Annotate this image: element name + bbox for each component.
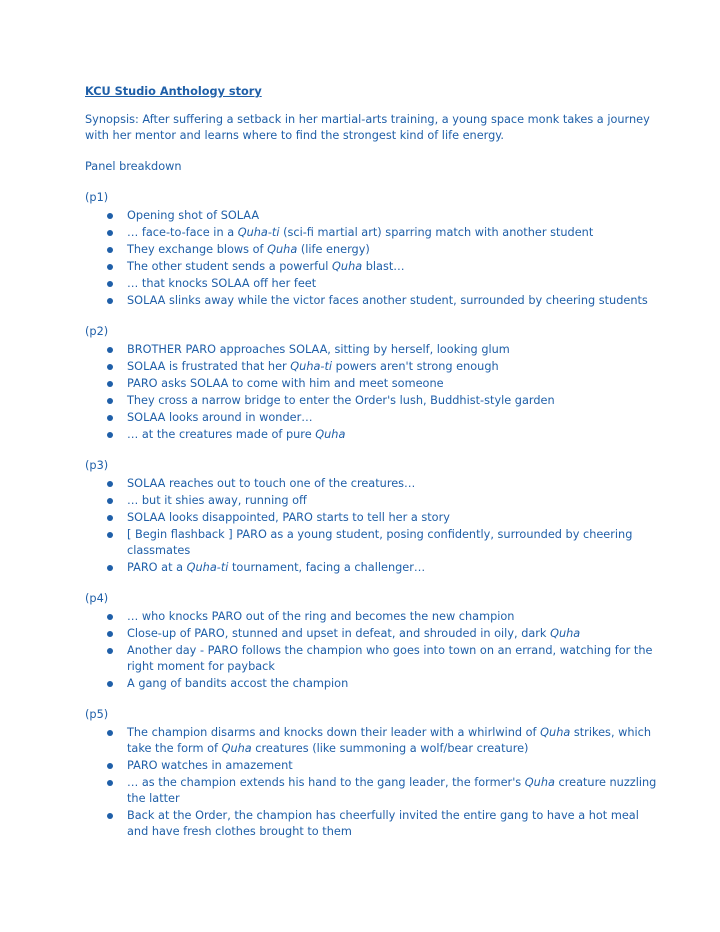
list-item bbox=[85, 259, 660, 275]
panel-section bbox=[85, 707, 660, 840]
italic-term: Quha bbox=[540, 726, 571, 739]
list-item bbox=[85, 725, 660, 757]
panel-label: (p5) bbox=[85, 708, 109, 721]
item-text: PARO watches in amazement bbox=[127, 759, 293, 772]
item-text: … that knocks SOLAA off her feet bbox=[127, 277, 317, 290]
document-title-link[interactable]: KCU Studio Anthology story bbox=[85, 85, 262, 98]
list-item bbox=[85, 626, 660, 642]
bullet-icon bbox=[107, 213, 113, 219]
bullet-icon bbox=[107, 364, 113, 370]
list-item bbox=[85, 609, 660, 625]
item-text: BROTHER PARO approaches SOLAA, sitting by herself, looking glum bbox=[127, 343, 510, 356]
bullet-list bbox=[85, 208, 660, 309]
list-item bbox=[85, 676, 660, 692]
bullet-icon bbox=[107, 230, 113, 236]
list-item bbox=[85, 775, 660, 807]
list-item bbox=[85, 808, 660, 840]
bullet-icon bbox=[107, 565, 113, 571]
panel-section bbox=[85, 591, 660, 692]
bullet-icon bbox=[107, 281, 113, 287]
panel-label: (p2) bbox=[85, 325, 109, 338]
item-text: They exchange blows of bbox=[127, 243, 268, 256]
bullet-icon bbox=[107, 298, 113, 304]
list-item bbox=[85, 276, 660, 292]
list-item bbox=[85, 393, 660, 409]
item-text: strikes, which take the form of bbox=[127, 726, 652, 755]
list-item bbox=[85, 208, 660, 224]
italic-term: Quha bbox=[332, 260, 363, 273]
item-text: (life energy) bbox=[297, 243, 370, 256]
item-text: blast… bbox=[362, 260, 405, 273]
list-item bbox=[85, 527, 660, 559]
panel-section bbox=[85, 324, 660, 443]
item-text: Back at the Order, the champion has cheerfully invited the entire gang to have a hot meal and have fresh clothes brought to them bbox=[127, 809, 639, 838]
list-item bbox=[85, 342, 660, 358]
item-text: PARO asks SOLAA to come with him and meet someone bbox=[127, 377, 444, 390]
list-item bbox=[85, 242, 660, 258]
item-text: … who knocks PARO out of the ring and becomes the new champion bbox=[127, 610, 515, 623]
list-item bbox=[85, 427, 660, 443]
list-item bbox=[85, 643, 660, 675]
item-text: … at the creatures made of pure bbox=[127, 428, 316, 441]
list-item bbox=[85, 758, 660, 774]
item-text: They cross a narrow bridge to enter the Order's lush, Buddhist-style garden bbox=[127, 394, 555, 407]
list-item bbox=[85, 293, 660, 309]
bullet-icon bbox=[107, 398, 113, 404]
item-text: The other student sends a powerful bbox=[127, 260, 333, 273]
panel-section bbox=[85, 190, 660, 309]
bullet-icon bbox=[107, 247, 113, 253]
bullet-icon bbox=[107, 648, 113, 654]
item-text: tournament, facing a challenger… bbox=[228, 561, 426, 574]
bullet-list bbox=[85, 476, 660, 576]
item-text: … as the champion extends his hand to the gang leader, the former's bbox=[127, 776, 525, 789]
italic-term: Quha bbox=[550, 627, 581, 640]
bullet-icon bbox=[107, 532, 113, 538]
bullet-icon bbox=[107, 780, 113, 786]
item-text: A gang of bandits accost the champion bbox=[127, 677, 349, 690]
synopsis-paragraph: Synopsis: After suffering a setback in her martial-arts training, a young space monk takes a journey with her mentor and learns where to find the strongest kind of life energy. bbox=[85, 113, 650, 142]
list-item bbox=[85, 510, 660, 526]
italic-term: Quha-ti bbox=[237, 226, 280, 239]
item-text: PARO at a bbox=[127, 561, 187, 574]
bullet-icon bbox=[107, 498, 113, 504]
bullet-icon bbox=[107, 481, 113, 487]
item-text: [ Begin flashback ] PARO as a young student, posing confidently, surrounded by cheering classmates bbox=[127, 528, 633, 557]
item-text: SOLAA reaches out to touch one of the creatures… bbox=[127, 477, 416, 490]
item-text: SOLAA is frustrated that her bbox=[127, 360, 291, 373]
item-text: SOLAA looks disappointed, PARO starts to tell her a story bbox=[127, 511, 450, 524]
bullet-icon bbox=[107, 347, 113, 353]
panel-label: (p1) bbox=[85, 191, 109, 204]
bullet-icon bbox=[107, 415, 113, 421]
bullet-icon bbox=[107, 631, 113, 637]
bullet-icon bbox=[107, 264, 113, 270]
item-text: Another day - PARO follows the champion who goes into town on an errand, watching for the right moment for payback bbox=[127, 644, 653, 673]
bullet-icon bbox=[107, 813, 113, 819]
item-text: … but it shies away, running off bbox=[127, 494, 307, 507]
italic-term: Quha bbox=[524, 776, 555, 789]
bullet-icon bbox=[107, 515, 113, 521]
item-text: creatures (like summoning a wolf/bear creature) bbox=[251, 742, 529, 755]
panels-container bbox=[85, 190, 660, 840]
italic-term: Quha-ti bbox=[186, 561, 229, 574]
bullet-icon bbox=[107, 681, 113, 687]
bullet-list bbox=[85, 609, 660, 692]
bullet-icon bbox=[107, 432, 113, 438]
bullet-icon bbox=[107, 763, 113, 769]
item-text: Close-up of PARO, stunned and upset in defeat, and shrouded in oily, dark bbox=[127, 627, 551, 640]
panel-breakdown-heading: Panel breakdown bbox=[85, 160, 182, 173]
italic-term: Quha bbox=[315, 428, 346, 441]
item-text: SOLAA slinks away while the victor faces another student, surrounded by cheering students bbox=[127, 294, 648, 307]
list-item bbox=[85, 560, 660, 576]
italic-term: Quha bbox=[267, 243, 298, 256]
list-item bbox=[85, 376, 660, 392]
bullet-list bbox=[85, 725, 660, 840]
panel-section bbox=[85, 458, 660, 576]
bullet-icon bbox=[107, 730, 113, 736]
italic-term: Quha bbox=[221, 742, 252, 755]
item-text: The champion disarms and knocks down their leader with a whirlwind of bbox=[127, 726, 541, 739]
list-item bbox=[85, 476, 660, 492]
item-text: … face-to-face in a bbox=[127, 226, 238, 239]
item-text: creature nuzzling the latter bbox=[127, 776, 657, 805]
item-text: (sci-fi martial art) sparring match with another student bbox=[279, 226, 594, 239]
bullet-icon bbox=[107, 614, 113, 620]
panel-label: (p3) bbox=[85, 459, 109, 472]
item-text: powers aren't strong enough bbox=[332, 360, 499, 373]
list-item bbox=[85, 493, 660, 509]
list-item bbox=[85, 410, 660, 426]
list-item bbox=[85, 225, 660, 241]
panel-label: (p4) bbox=[85, 592, 109, 605]
italic-term: Quha-ti bbox=[290, 360, 333, 373]
bullet-list bbox=[85, 342, 660, 443]
list-item bbox=[85, 359, 660, 375]
bullet-icon bbox=[107, 381, 113, 387]
item-text: SOLAA looks around in wonder… bbox=[127, 411, 313, 424]
item-text: Opening shot of SOLAA bbox=[127, 209, 260, 222]
